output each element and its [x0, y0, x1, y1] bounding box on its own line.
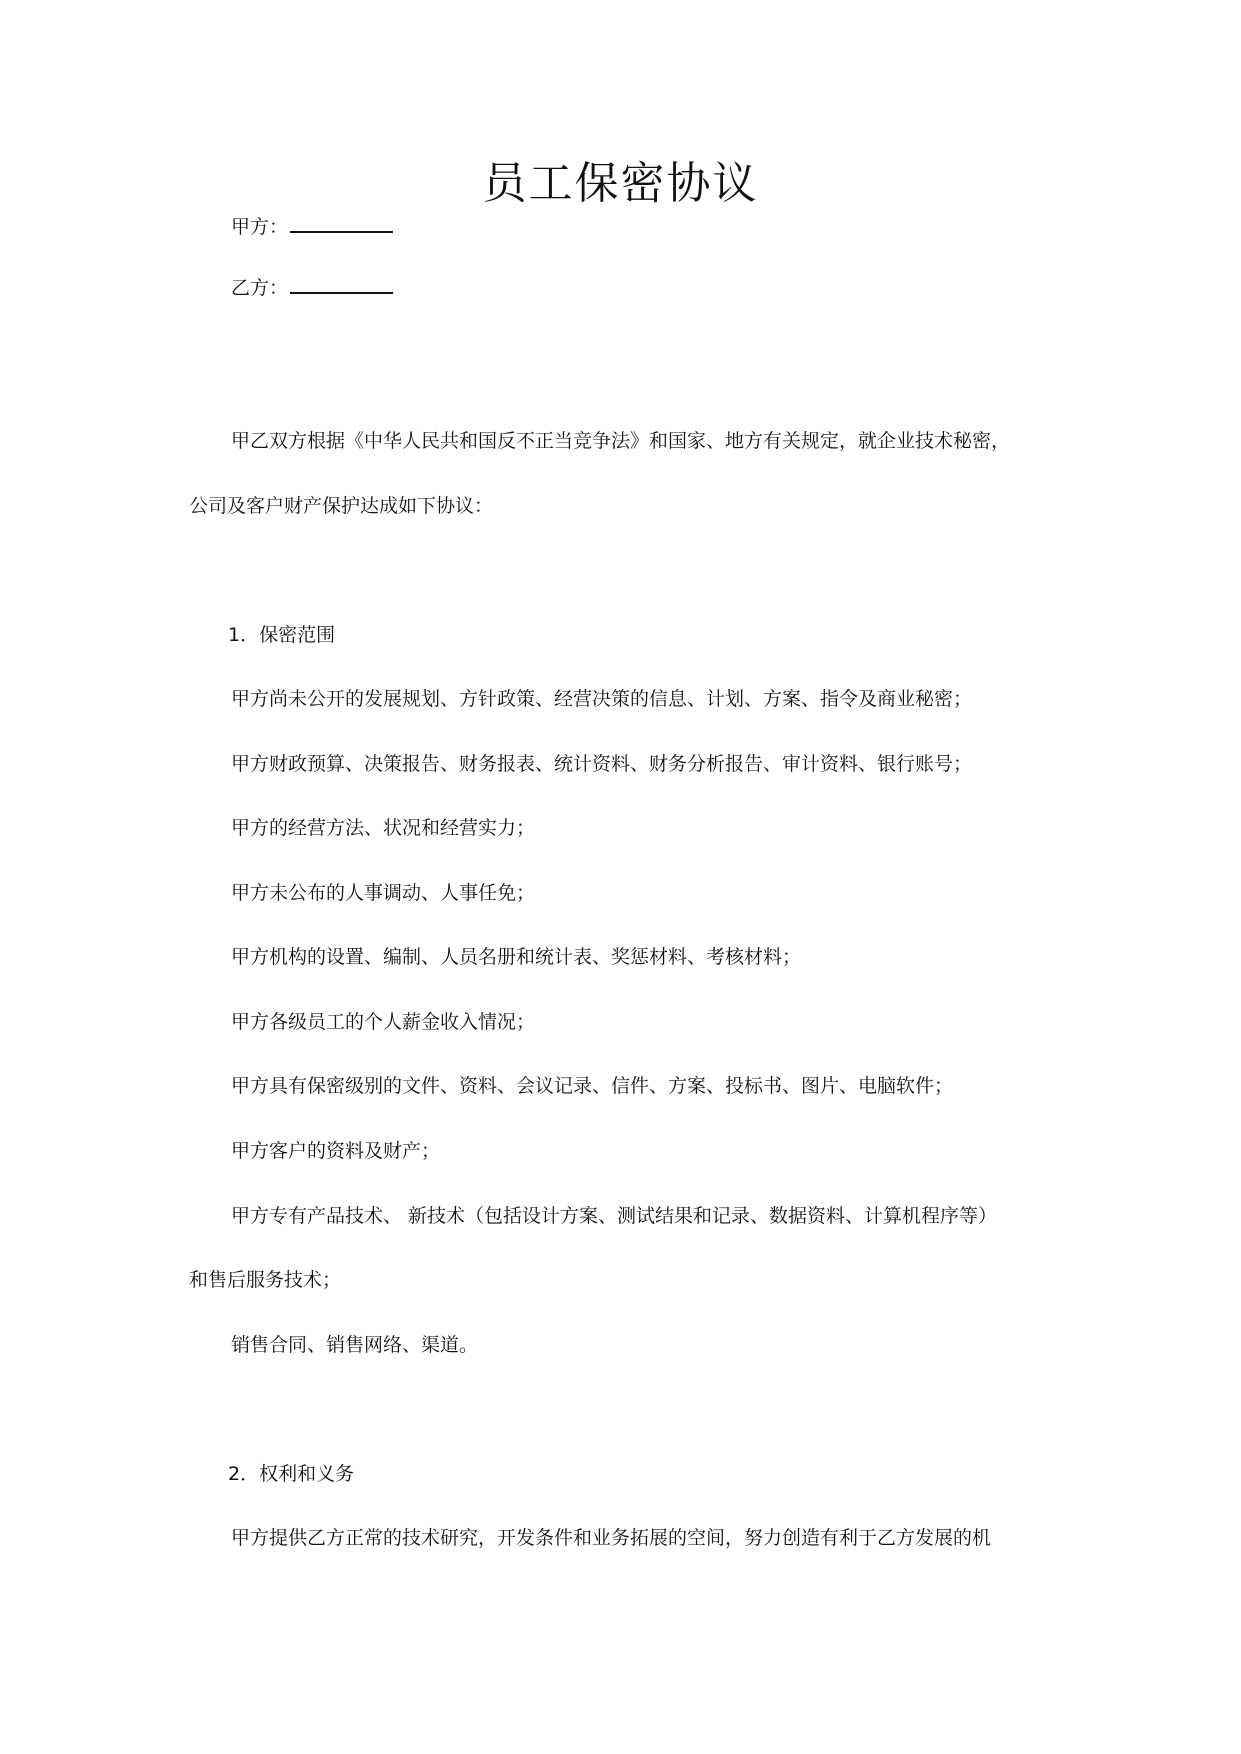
- party-b-blank: [290, 270, 393, 294]
- section-2-heading: 2．权利和义务: [228, 1463, 355, 1485]
- party-a-line: [231, 209, 393, 240]
- section-1-item: 甲方尚未公开的发展规划、方针政策、经营决策的信息、计划、方案、指令及商业秘密；: [231, 688, 973, 710]
- intro-paragraph-line-1: 甲乙双方根据《中华人民共和国反不正当竞争法》和国家、地方有关规定，就企业技术秘密，: [231, 430, 1011, 452]
- section-1-item: 甲方财政预算、决策报告、财务报表、统计资料、财务分析报告、审计资料、银行账号；: [231, 753, 973, 775]
- section-1-item: 甲方各级员工的个人薪金收入情况；: [231, 1011, 536, 1033]
- section-1-item: 甲方具有保密级别的文件、资料、会议记录、信件、方案、投标书、图片、电脑软件；: [231, 1075, 954, 1097]
- section-1-item: 销售合同、销售网络、渠道。: [231, 1334, 479, 1356]
- section-1-item: 甲方的经营方法、状况和经营实力；: [231, 817, 536, 839]
- section-1-item: 甲方专有产品技术、 新技术（包括设计方案、测试结果和记录、数据资料、计算机程序等）: [231, 1205, 998, 1227]
- section-1-item: 和售后服务技术；: [189, 1269, 342, 1291]
- party-b-label: 乙方：: [231, 277, 289, 299]
- section-1-item: 甲方客户的资料及财产；: [231, 1140, 441, 1162]
- party-b-line: [231, 270, 393, 301]
- party-a-label: 甲方：: [231, 216, 289, 238]
- intro-paragraph-line-2: 公司及客户财产保护达成如下协议：: [189, 495, 494, 517]
- section-2-item: 甲方提供乙方正常的技术研究，开发条件和业务拓展的空间，努力创造有利于乙方发展的机: [231, 1527, 992, 1549]
- document-title: 员工保密协议: [482, 158, 759, 209]
- section-1-item: 甲方未公布的人事调动、人事任免；: [231, 882, 536, 904]
- section-1-item: 甲方机构的设置、编制、人员名册和统计表、奖惩材料、考核材料；: [231, 946, 802, 968]
- section-1-heading: 1．保密范围: [228, 624, 336, 646]
- party-a-blank: [290, 209, 393, 233]
